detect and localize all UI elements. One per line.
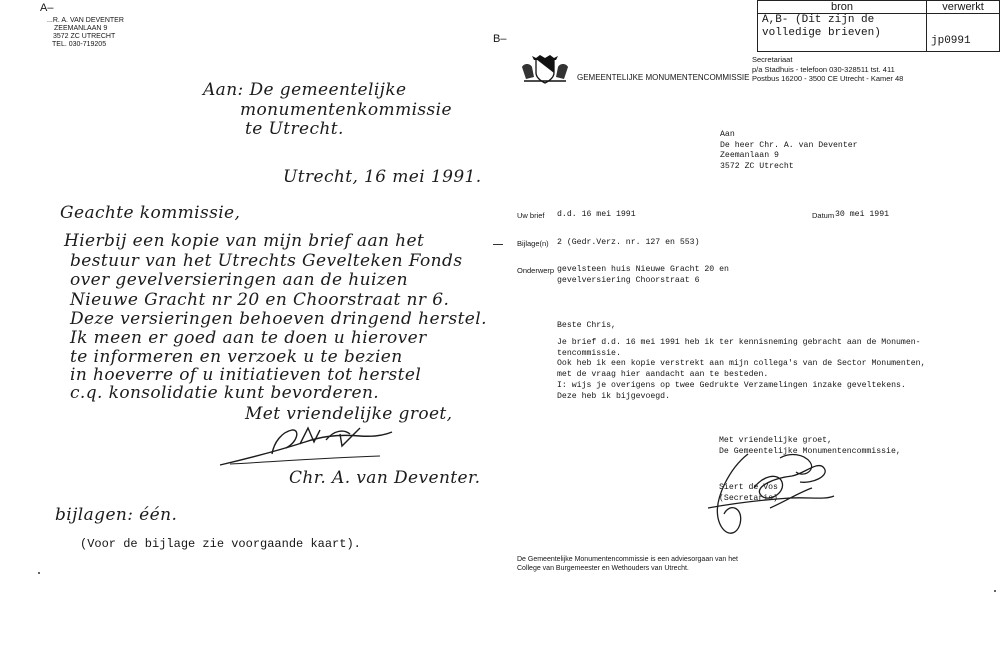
scan-speck xyxy=(994,590,996,592)
sender-city: 3572 ZC UTRECHT xyxy=(53,33,116,40)
handwritten-address-line: monumentenkommissie xyxy=(240,100,452,120)
bron-header: bron xyxy=(758,1,927,14)
handwritten-salutation: Geachte kommissie, xyxy=(60,203,241,223)
enclosure-note: (Voor de bijlage zie voorgaande kaart). xyxy=(80,537,361,551)
bron-value xyxy=(758,14,927,52)
sender-letterhead xyxy=(47,17,124,49)
handwritten-address-line: te Utrecht. xyxy=(245,119,344,139)
org-name: GEMEENTELIJKE MONUMENTENCOMMISSIE xyxy=(577,73,750,82)
signer-title: (Secretaris) xyxy=(719,493,778,503)
handwritten-signature-name: Chr. A. van Deventer. xyxy=(289,468,481,488)
bijlagen-value: 2 (Gedr.Verz. nr. 127 en 553) xyxy=(557,238,700,247)
handwritten-body-line: c.q. konsolidatie kunt bevorderen. xyxy=(70,383,380,403)
verwerkt-value: jp0991 xyxy=(927,14,1000,52)
paragraph-line: I: wijs je overigens op twee Gedrukte Verzamelingen inzake geveltekens. xyxy=(557,381,906,390)
uw-brief-value: d.d. 16 mei 1991 xyxy=(557,210,636,219)
sender-name: ...R. A. VAN DEVENTER xyxy=(47,17,124,24)
recipient-address xyxy=(720,130,858,172)
letter-b-label: B– xyxy=(493,33,507,45)
handwritten-body-line: Deze versieringen behoeven dringend herstel. xyxy=(70,309,487,329)
letter-b-footer xyxy=(517,555,738,573)
registration-table xyxy=(757,0,1000,52)
onderwerp-value xyxy=(557,265,729,286)
handwritten-body-line: Nieuwe Gracht nr 20 en Choorstraat nr 6. xyxy=(70,290,450,310)
letter-a-label: A– xyxy=(40,2,54,14)
signer-name: Siert de Vos xyxy=(719,483,778,492)
postbus: Postbus 16200 - 3500 CE Utrecht - Kamer 48 xyxy=(752,74,904,83)
handwritten-body-line: in hoeverre of u initiatieven tot herstel xyxy=(70,365,422,385)
verwerkt-header: verwerkt xyxy=(927,1,1000,14)
handwritten-body-line: bestuur van het Utrechts Gevelteken Fonds xyxy=(70,251,463,271)
handwritten-enclosures: bijlagen: één. xyxy=(55,505,178,525)
onderwerp-line: gevelversiering Choorstraat 6 xyxy=(557,275,700,285)
signature-b xyxy=(700,448,840,543)
bron-value-line: volledige brieven) xyxy=(762,27,881,39)
onderwerp-line: gevelsteen huis Nieuwe Gracht 20 en xyxy=(557,265,729,274)
letter-b-paragraph-2 xyxy=(557,381,906,402)
paragraph-line: met de vraag hier aandacht aan te besteden. xyxy=(557,369,769,379)
datum-label: Datum xyxy=(812,211,835,220)
uw-brief-label: Uw brief xyxy=(517,211,545,220)
fold-mark xyxy=(493,244,503,245)
handwritten-body-line: over gevelversieringen aan de huizen xyxy=(70,270,408,290)
footer-line: College van Burgemeester en Wethouders van Utrecht. xyxy=(517,565,689,572)
onderwerp-label: Onderwerp xyxy=(517,266,555,275)
bron-value-line: A,B- (Dit zijn de xyxy=(762,14,875,26)
paragraph-line: Ook heb ik een kopie verstrekt aan mijn collega's van de Sector Monumenten, xyxy=(557,359,926,368)
datum-value: 30 mei 1991 xyxy=(835,210,890,219)
footer-line: De Gemeentelijke Monumentencommissie is een adviesorgaan van het xyxy=(517,556,739,563)
paragraph-line: tencommissie. xyxy=(557,348,621,358)
handwritten-address-line: Aan: De gemeentelijke xyxy=(203,80,407,100)
handwritten-body-line: Ik meen er goed aan te doen u hierover xyxy=(70,328,427,348)
sender-tel: TEL. 030-719205 xyxy=(52,41,107,48)
paragraph-line: Je brief d.d. 16 mei 1991 heb ik ter kennisneming gebracht aan de Monumen- xyxy=(557,338,921,347)
signature-a xyxy=(210,420,400,472)
handwritten-closing: Met vriendelijke groet, xyxy=(245,404,453,424)
handwritten-date: Utrecht, 16 mei 1991. xyxy=(283,167,482,187)
secretariat-address: p/a Stadhuis - telefoon 030-328511 tst. 411 xyxy=(752,64,895,74)
scan-speck xyxy=(38,572,40,574)
utrecht-coat-of-arms-icon xyxy=(518,55,572,85)
closing-line: Met vriendelijke groet, xyxy=(719,436,833,445)
letter-b-paragraph-1 xyxy=(557,338,926,380)
sender-street: ZEEMANLAAN 9 xyxy=(54,25,108,32)
recipient-line: De heer Chr. A. van Deventer xyxy=(720,140,858,150)
paragraph-line: Deze heb ik bijgevoegd. xyxy=(557,391,671,401)
secretariat-block xyxy=(752,55,903,84)
recipient-line: Aan xyxy=(720,130,735,139)
handwritten-body-line: Hierbij een kopie van mijn brief aan het xyxy=(64,231,425,251)
secretariat-label: Secretariaat xyxy=(752,55,793,64)
closing-line: De Gemeentelijke Monumentencommissie, xyxy=(719,446,901,456)
letter-b-salutation: Beste Chris, xyxy=(557,321,616,330)
recipient-line: Zeemanlaan 9 xyxy=(720,151,779,160)
bijlagen-label: Bijlage(n) xyxy=(517,239,549,248)
handwritten-body-line: te informeren en verzoek u te bezien xyxy=(70,347,403,367)
recipient-line: 3572 ZC Utrecht xyxy=(720,161,794,171)
